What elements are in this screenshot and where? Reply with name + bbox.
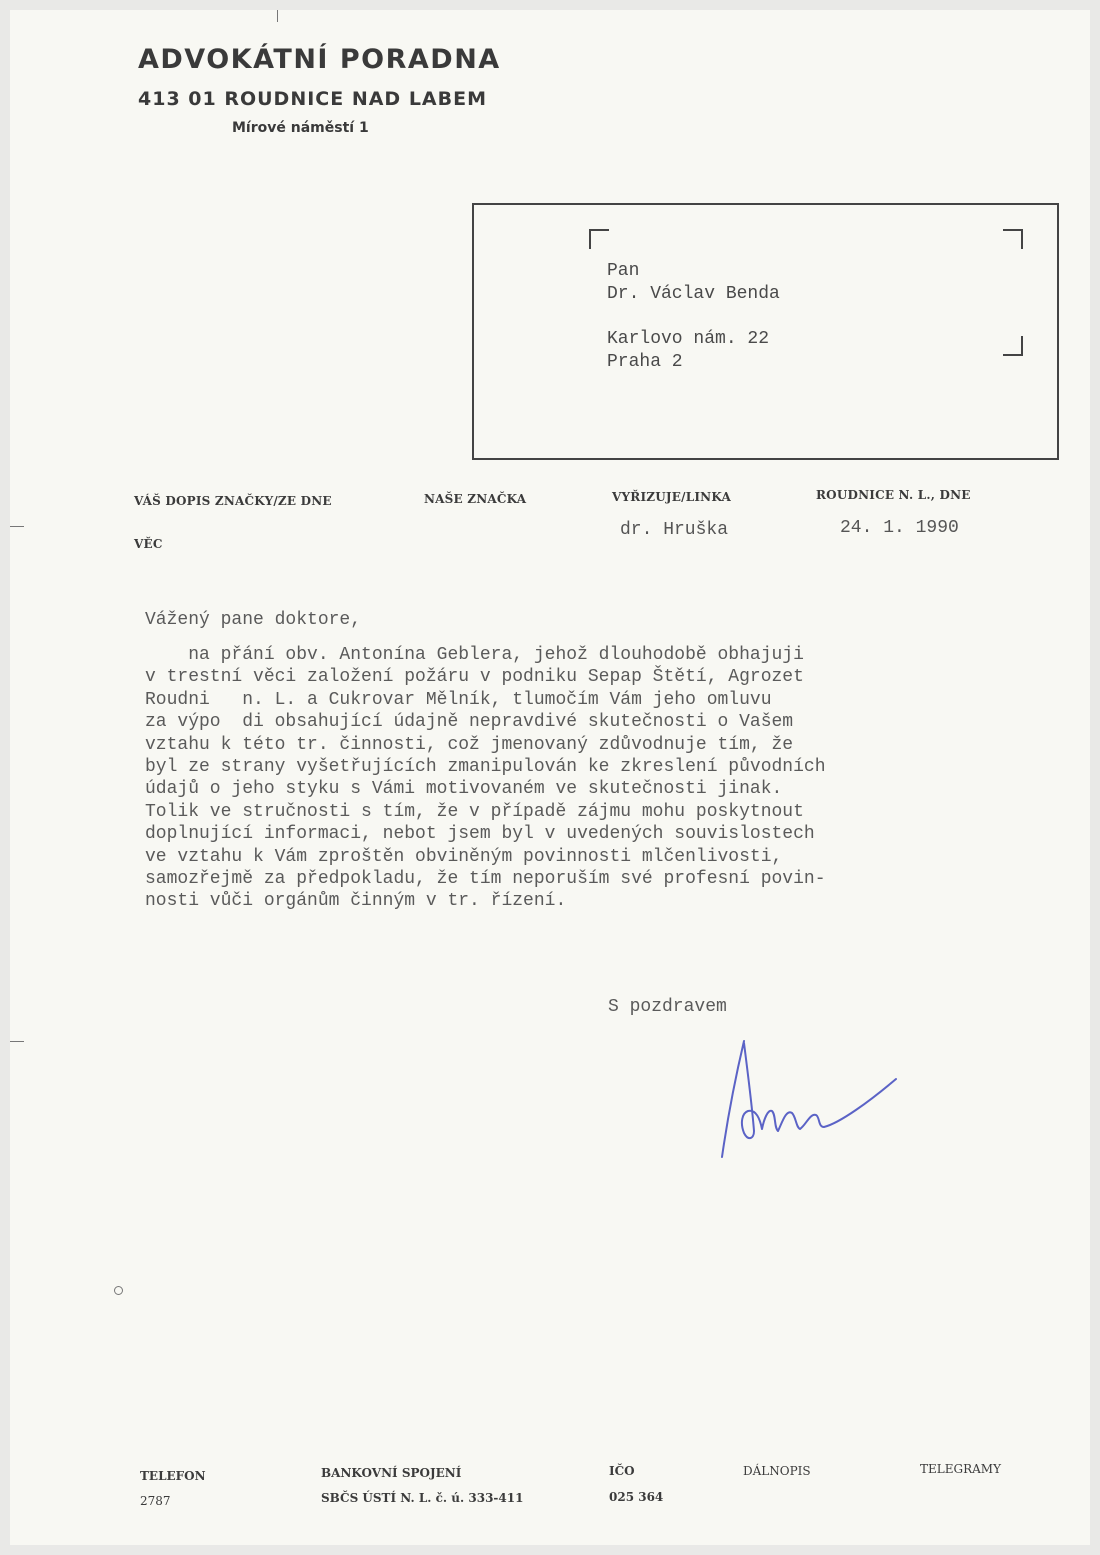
bank-value: SBČS ÚSTÍ N. L. č. ú. 333-411 bbox=[321, 1491, 524, 1505]
letterhead-name: ADVOKÁTNÍ PORADNA bbox=[138, 44, 501, 75]
letterhead-city: 413 01 ROUDNICE NAD LABEM bbox=[138, 88, 487, 110]
handwritten-signature bbox=[700, 1035, 910, 1165]
date-label: ROUDNICE N. L., DNE bbox=[816, 488, 971, 502]
letter-line: údajů o jeho styku s Vámi motivovaném ve skutečnosti jinak. bbox=[145, 779, 783, 800]
letter-line: vztahu k této tr. činnosti, což jmenovaný zdůvodnuje tím, že bbox=[145, 734, 794, 755]
ico-label: IČO bbox=[609, 1464, 635, 1478]
recipient-salutation: Pan bbox=[607, 261, 640, 281]
ico-value: 025 364 bbox=[609, 1490, 664, 1504]
phone-label: TELEFON bbox=[140, 1469, 206, 1483]
your-letter-label: VÁŠ DOPIS ZNAČKY/ZE DNE bbox=[134, 494, 332, 508]
letter-salutation: Vážený pane doktore, bbox=[145, 610, 362, 630]
address-corner-mark bbox=[589, 229, 609, 249]
subject-label: VĚC bbox=[134, 537, 163, 551]
punch-mark bbox=[114, 1286, 123, 1295]
recipient-street: Karlovo nám. 22 bbox=[607, 329, 770, 349]
letter-line: doplnující informaci, nebot jsem byl v uvedených souvislostech bbox=[145, 824, 815, 845]
recipient-name: Dr. Václav Benda bbox=[607, 284, 780, 304]
letterhead-street: Mírové náměstí 1 bbox=[232, 120, 369, 136]
bank-label: BANKOVNÍ SPOJENÍ bbox=[321, 1466, 462, 1480]
recipient-address-box bbox=[472, 203, 1059, 460]
our-reference-label: NAŠE ZNAČKA bbox=[424, 492, 527, 506]
fold-mark bbox=[10, 526, 24, 527]
phone-value: 2787 bbox=[140, 1494, 171, 1508]
letter-line: nosti vůči orgánům činným v tr. řízení. bbox=[145, 891, 567, 912]
letter-line: za výpo di obsahující údajně nepravdivé skutečnosti o Vašem bbox=[145, 712, 794, 733]
handled-by-value: dr. Hruška bbox=[620, 520, 729, 540]
fold-mark bbox=[10, 1041, 24, 1042]
letter-line: Tolik ve stručnosti s tím, že v případě zájmu mohu poskytnout bbox=[145, 801, 804, 822]
letter-body bbox=[145, 644, 826, 913]
recipient-city: Praha 2 bbox=[607, 352, 683, 372]
letter-closing: S pozdravem bbox=[608, 997, 727, 1017]
telex-label: DÁLNOPIS bbox=[743, 1464, 811, 1478]
letter-line: na přání obv. Antonína Geblera, jehož dlouhodobě obhajuji bbox=[145, 645, 804, 665]
letter-line: Roudni n. L. a Cukrovar Mělník, tlumočím Vám jeho omluvu bbox=[145, 689, 772, 710]
letter-line: samozřejmě za předpokladu, že tím neporuším své profesní povin- bbox=[145, 869, 826, 890]
date-value: 24. 1. 1990 bbox=[840, 518, 959, 538]
letter-line: byl ze strany vyšetřujících zmanipulován ke zkreslení původních bbox=[145, 757, 826, 778]
letter-line: ve vztahu k Vám zproštěn obviněným povinnosti mlčenlivosti, bbox=[145, 846, 783, 867]
handled-by-label: VYŘIZUJE/LINKA bbox=[612, 490, 731, 504]
fold-mark bbox=[277, 10, 278, 22]
letter-line: v trestní věci založení požáru v podniku Sepap Štětí, Agrozet bbox=[145, 667, 804, 688]
address-corner-mark bbox=[1003, 336, 1023, 356]
telegram-label: TELEGRAMY bbox=[920, 1462, 1001, 1476]
address-corner-mark bbox=[1003, 229, 1023, 249]
letter-page bbox=[10, 10, 1090, 1545]
